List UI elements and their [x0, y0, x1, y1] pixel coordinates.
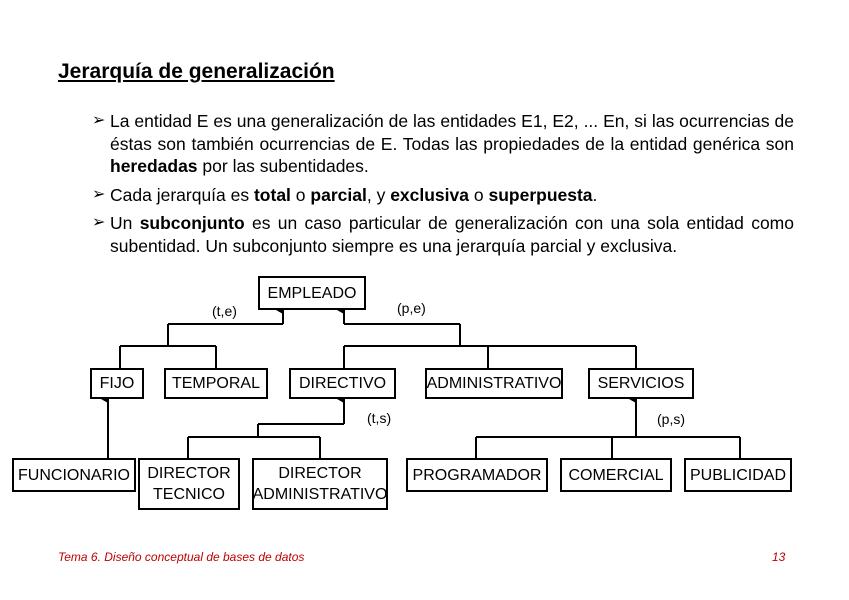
entity-label: ADMINISTRATIVO [426, 375, 562, 392]
entity-label: DIRECTIVO [298, 375, 387, 392]
slide-title: Jerarquía de generalización [58, 60, 335, 83]
bullet-text-part: Un [110, 213, 140, 233]
entity-funcionario [12, 458, 136, 492]
footer-page-number: 13 [772, 550, 786, 564]
entity-label: SERVICIOS [597, 375, 685, 392]
constraint-label-ps: (p,s) [657, 411, 685, 427]
entity-director-tecnico [138, 458, 240, 510]
entity-label: FUNCIONARIO [18, 466, 130, 484]
arrow-bullet-icon: ➢ [92, 214, 106, 231]
entity-label: EMPLEADO [267, 284, 357, 302]
entity-servicios [588, 368, 694, 399]
bullet-text-bold: total [253, 184, 291, 205]
constraint-label-ts: (t,s) [367, 410, 392, 426]
arrow-bullet-icon: ➢ [92, 185, 106, 203]
entity-label: ADMINISTRATIVO [252, 486, 388, 503]
bullet-text-part: La entidad E es una generalización de las entidades E1, E2, ... En, si las ocurrencias de éstas son también ocurrencias de E. Todas las propiedades de la entidad genérica son [110, 111, 794, 154]
entity-empleado [258, 276, 366, 310]
entity-comercial [560, 458, 672, 492]
entity-label: TECNICO [153, 486, 225, 503]
bullet-text-bold: subconjunto [139, 213, 245, 233]
bullet-text-bold: exclusiva [390, 184, 469, 205]
entity-directivo [289, 368, 396, 399]
bullet-text-bold: superpuesta [488, 184, 593, 205]
constraint-label-te: (t,e) [212, 303, 237, 319]
entity-programador [406, 458, 548, 492]
footer-course-title: Tema 6. Diseño conceptual de bases de datos [58, 550, 305, 564]
bullet-text-bold: heredadas [110, 156, 198, 176]
entity-label: FIJO [99, 375, 135, 392]
bullet-text-bold: parcial [310, 184, 367, 205]
entity-label: COMERCIAL [568, 466, 664, 484]
entity-publicidad [684, 458, 792, 492]
bullet-text-part: o [290, 184, 311, 205]
bullet-text-part: Cada jerarquía es [110, 184, 254, 205]
entity-label: DIRECTOR [278, 465, 362, 482]
bullet-text-part: . [592, 184, 598, 205]
bullet-text-part: por las subentidades. [197, 156, 369, 176]
entity-director-administrativo [252, 458, 388, 510]
constraint-label-pe: (p,e) [397, 300, 426, 316]
entity-fijo [90, 368, 144, 399]
arrow-bullet-icon: ➢ [92, 112, 106, 129]
entity-label: PROGRAMADOR [412, 466, 542, 484]
entity-temporal [164, 368, 268, 399]
entity-label: PUBLICIDAD [689, 466, 787, 484]
entity-administrativo [425, 368, 563, 399]
bullet-text-part: es un caso particular de generalización con una sola entidad como subentidad. Un subconjunto siempre es una jerarquía parcial y exclusiva. [110, 213, 794, 256]
bullet-text-part: , y [366, 184, 391, 205]
entity-label: TEMPORAL [171, 375, 260, 392]
bullet-text-part: o [469, 184, 489, 205]
entity-label: DIRECTOR [147, 465, 231, 482]
